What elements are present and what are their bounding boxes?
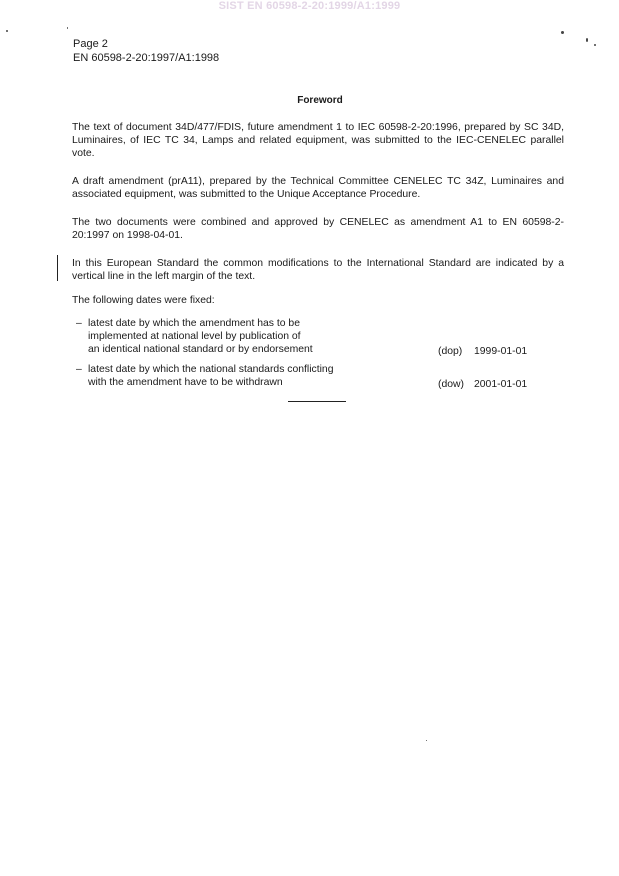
- date-item-text: [88, 317, 388, 356]
- date-code-dop: (dop): [438, 346, 463, 357]
- date-item-text: [88, 363, 388, 389]
- scan-speck: [586, 38, 588, 42]
- document-id: EN 60598-2-20:1997/A1:1998: [73, 52, 220, 64]
- scan-speck: [594, 44, 596, 46]
- foreword-heading: Foreword: [297, 95, 343, 106]
- scan-speck: [6, 30, 8, 32]
- date-value-dop: 1999-01-01: [474, 346, 528, 357]
- scan-speck: [67, 27, 68, 29]
- paragraph-approval: The two documents were combined and approved by CENELEC as amendment A1 to EN 60598-2-20:1997 on 1998-04-01.: [72, 217, 564, 241]
- date-item-line: latest date by which the amendment has to be: [88, 318, 300, 329]
- paragraph-common-modifications: In this European Standard the common modifications to the International Standard are indicated by a vertical line in the left margin of the text.: [72, 258, 564, 282]
- watermark: SIST EN 60598-2-20:1999/A1:1999: [218, 0, 401, 12]
- list-dash: –: [76, 364, 82, 375]
- paragraph-draft-amendment: A draft amendment (prA11), prepared by the Technical Committee CENELEC TC 34Z, Luminaires and associated equipment, was submitted to the Unique Acceptance Procedure.: [72, 176, 564, 200]
- date-item-line: an identical national standard or by endorsement: [88, 344, 313, 355]
- date-item-line: latest date by which the national standards conflicting: [88, 364, 334, 375]
- paragraph-dates-intro: The following dates were fixed:: [72, 295, 215, 306]
- date-item-line: implemented at national level by publication of: [88, 331, 301, 342]
- list-dash: –: [76, 318, 82, 329]
- change-bar: [57, 255, 58, 281]
- date-code-dow: (dow): [438, 379, 464, 390]
- date-value-dow: 2001-01-01: [474, 379, 528, 390]
- scan-speck: [426, 740, 427, 741]
- page-number: Page 2: [73, 38, 108, 50]
- date-item-line: with the amendment have to be withdrawn: [88, 377, 283, 388]
- scan-speck: [561, 31, 564, 34]
- paragraph-fdis: The text of document 34D/477/FDIS, future amendment 1 to IEC 60598-2-20:1996, prepared by SC 34D, Luminaires, of IEC TC 34, Lamps and related equipment, was submitted to the IEC-CENELEC parallel vote.: [72, 122, 564, 159]
- section-end-rule: [288, 401, 346, 402]
